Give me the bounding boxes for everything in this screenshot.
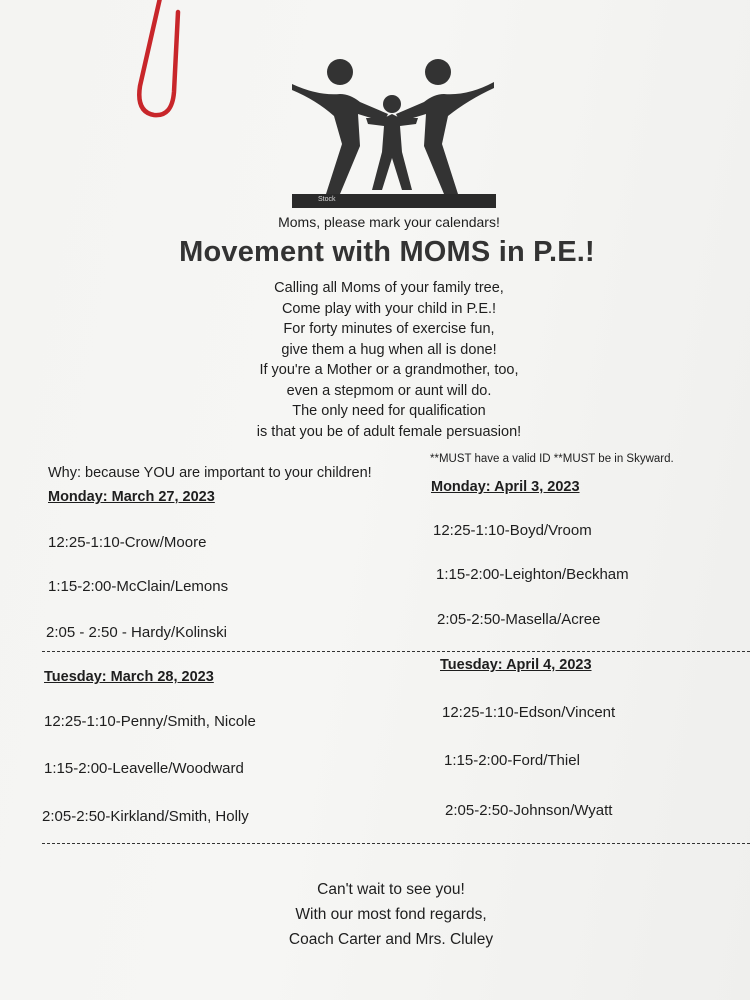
poem-line: is that you be of adult female persuasion! bbox=[256, 423, 522, 440]
poem-line: For forty minutes of exercise fun, bbox=[283, 321, 495, 337]
poem-line: Come play with your child in P.E.! bbox=[281, 300, 497, 317]
time-slot: 12:25-1:10-Edson/Vincent bbox=[442, 704, 616, 721]
poem-line: Calling all Moms of your family tree, bbox=[274, 280, 504, 296]
closing-line: Coach Carter and Mrs. Cluley bbox=[288, 931, 494, 948]
why-statement: Why: because YOU are important to your children! bbox=[48, 465, 372, 481]
time-slot: 12:25-1:10-Crow/Moore bbox=[48, 534, 207, 551]
logo-stock-label: Stock bbox=[318, 196, 336, 203]
time-slot: 12:25-1:10-Boyd/Vroom bbox=[433, 522, 592, 539]
flyer-title: Movement with MOMS in P.E.! bbox=[179, 236, 595, 268]
day-heading-monday-march: Monday: March 27, 2023 bbox=[48, 489, 215, 505]
time-slot: 1:15-2:00-McClain/Lemons bbox=[48, 578, 229, 595]
time-slot: 2:05-2:50-Johnson/Wyatt bbox=[445, 802, 613, 819]
time-slot: 2:05-2:50-Masella/Acree bbox=[437, 611, 601, 628]
poem-line: give them a hug when all is done! bbox=[281, 341, 497, 358]
time-slot: 12:25-1:10-Penny/Smith, Nicole bbox=[44, 713, 256, 730]
flyer-subtitle: Moms, please mark your calendars! bbox=[278, 214, 500, 230]
poem bbox=[14, 278, 750, 442]
time-slot: 2:05 - 2:50 - Hardy/Kolinski bbox=[46, 624, 227, 641]
closing-line: Can't wait to see you! bbox=[317, 881, 465, 898]
poem-line: The only need for qualification bbox=[292, 403, 486, 419]
time-slot: 1:15-2:00-Leavelle/Woodward bbox=[44, 760, 244, 777]
time-slot: 2:05-2:50-Kirkland/Smith, Holly bbox=[42, 808, 249, 825]
time-slot: 1:15-2:00-Leighton/Beckham bbox=[436, 566, 629, 583]
family-logo-icon bbox=[288, 56, 498, 211]
day-heading-tuesday-april: Tuesday: April 4, 2023 bbox=[440, 657, 592, 673]
time-slot: 1:15-2:00-Ford/Thiel bbox=[444, 752, 580, 769]
requirements-note: **MUST have a valid ID **MUST be in Skyward. bbox=[430, 453, 674, 465]
dashed-divider bbox=[42, 843, 750, 844]
poem-line: even a stepmom or aunt will do. bbox=[286, 382, 492, 399]
paperclip-icon bbox=[118, 0, 188, 134]
poem-line: If you're a Mother or a grandmother, too, bbox=[259, 362, 519, 378]
dashed-divider bbox=[42, 651, 750, 652]
closing-message bbox=[16, 877, 750, 952]
closing-line: With our most fond regards, bbox=[295, 906, 487, 923]
day-heading-tuesday-march: Tuesday: March 28, 2023 bbox=[44, 669, 214, 685]
day-heading-monday-april: Monday: April 3, 2023 bbox=[431, 479, 580, 495]
